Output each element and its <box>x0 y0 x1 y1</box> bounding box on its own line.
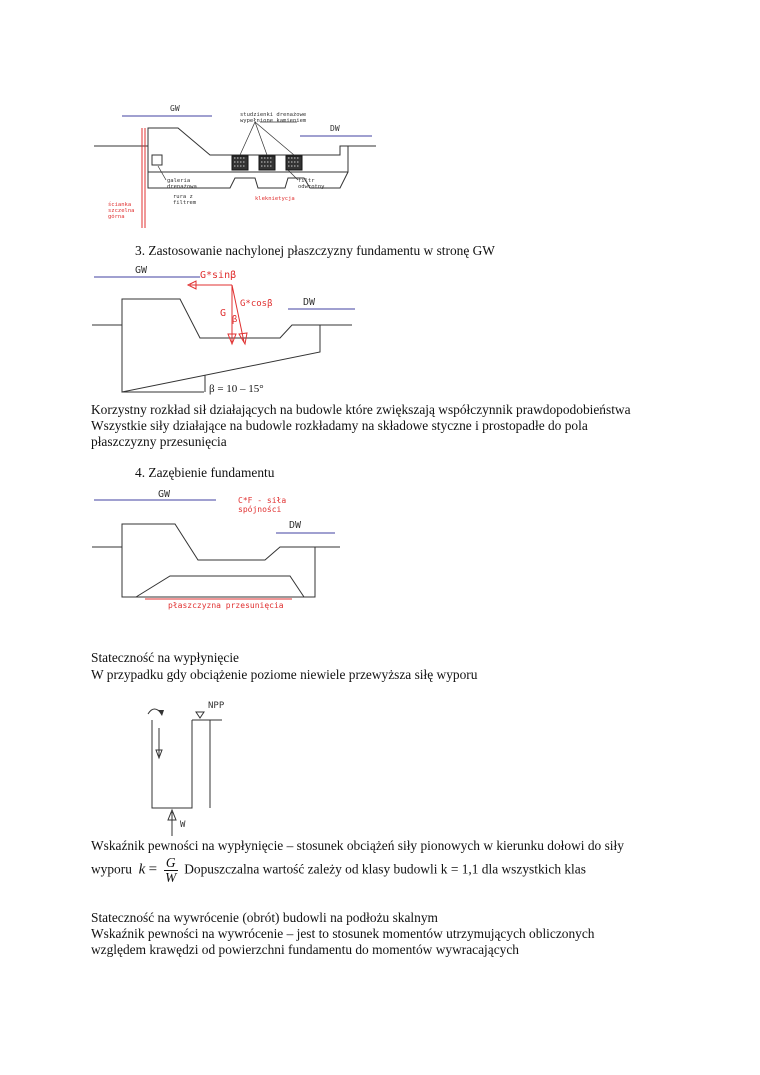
tank-outline <box>152 720 192 808</box>
w-label: W <box>180 820 186 830</box>
fig1-gw-label: GW <box>170 104 180 113</box>
formula-denominator: W <box>165 870 177 885</box>
float-stability-title: Stateczność na wypłynięcie <box>91 650 239 665</box>
formula-fraction <box>164 856 178 885</box>
filter-label-line2: odwrotny <box>298 184 325 190</box>
overturn-line1: Stateczność na wywrócenie (obrót) budowli na podłożu skalnym <box>91 910 438 925</box>
pipe-label-line1: rura z <box>173 194 193 200</box>
overturn-line2: Wskaźnik pewności na wywrócenie – jest to stosunek momentów utrzymujących obliczonych <box>91 926 595 941</box>
formula-numerator: G <box>165 855 176 870</box>
g-cos-label: G*cosβ <box>240 299 273 309</box>
overturn-line3: względem krawędzi od powierzchni fundamentu do momentów wywracających <box>91 942 519 957</box>
section4-heading: 4. Zazębienie fundamentu <box>135 465 275 480</box>
formula-k: k <box>138 861 146 878</box>
pipe-label-line2: filtrem <box>173 200 197 206</box>
npp-label: NPP <box>208 701 225 711</box>
filter-label-line1: filtr <box>298 178 315 184</box>
fig2-dw-label: DW <box>303 297 316 308</box>
wells-label-line2: wypełnione kamieniem <box>240 118 307 124</box>
beta-label: β <box>232 315 238 325</box>
float-formula <box>91 856 586 885</box>
formula-eq: = <box>148 861 158 878</box>
cohesion-label-line1: C*F - siła <box>238 496 287 505</box>
formula-prefix: wyporu <box>91 861 132 877</box>
gallery-label-line2: drenażowa <box>167 184 197 190</box>
sealing-wall-label-line2: szczelna <box>108 208 135 214</box>
fig2-gw-label: GW <box>135 265 148 276</box>
section3-heading: 3. Zastosowanie nachylonej płaszczyzny fundamentu w stronę GW <box>135 243 495 258</box>
wells-label-line1: studzienki drenażowe <box>240 112 307 118</box>
formula-suffix: Dopuszczalna wartość zależy od klasy budowli k = 1,1 dla wszystkich klas <box>184 861 586 877</box>
npp-marker <box>196 712 204 718</box>
sealing-wall-label-line3: górna <box>108 214 125 220</box>
float-stability-line: W przypadku gdy obciążenie poziome niewiele przewyższa siłę wyporu <box>91 667 478 682</box>
fig3-dw-label: DW <box>289 520 302 531</box>
fig3-gw-label: GW <box>158 489 171 500</box>
shear-plane-label: płaszczyzna przesunięcia <box>168 601 284 610</box>
fig1-dw-label: DW <box>330 124 340 133</box>
gallery-label-line1: galeria <box>167 178 191 184</box>
placement-label: kleknietycja <box>255 196 295 202</box>
section3-para-line2: Wszystkie siły działające na budowle rozkładamy na składowe styczne i prostopadłe do pola <box>91 418 588 433</box>
cohesion-label-line2: spójności <box>238 505 282 514</box>
sealing-wall-label-line1: ścianka <box>108 202 132 208</box>
section3-para-line3: płaszczyzny przesunięcia <box>91 434 227 449</box>
beta-range-label: β = 10 – 15° <box>209 383 264 395</box>
g-sin-label: G*sinβ <box>200 270 237 281</box>
section3-para-line1: Korzystny rozkład sił działających na budowle które zwiększają współczynnik prawdopodobieństwa <box>91 402 631 417</box>
g-label: G <box>220 308 227 319</box>
float-index-line: Wskaźnik pewności na wypłynięcie – stosunek obciążeń siły pionowych w kierunku dołowi do siły <box>91 838 624 853</box>
